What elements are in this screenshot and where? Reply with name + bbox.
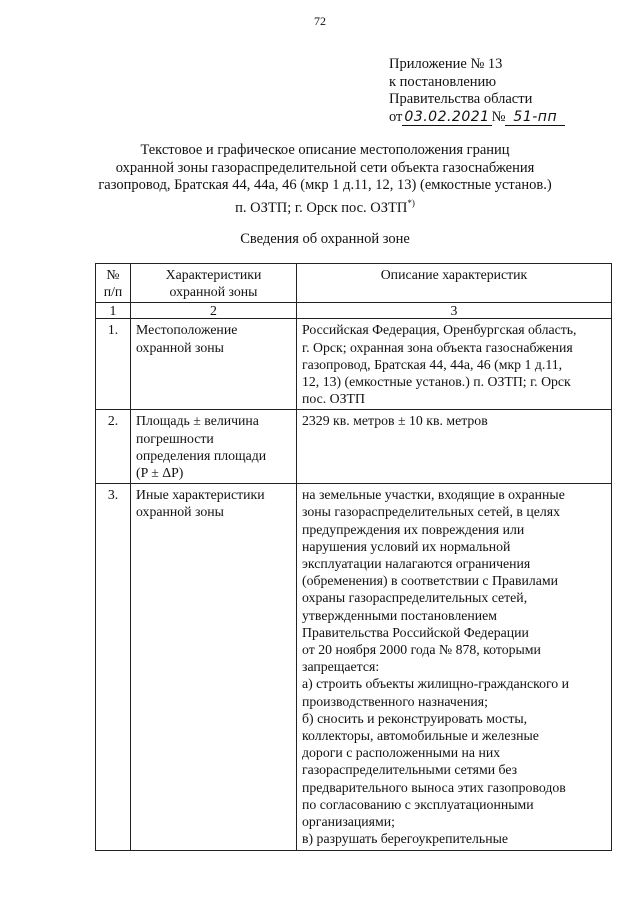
row-characteristic xyxy=(131,319,297,410)
char-line: (P ± ΔP) xyxy=(136,465,184,481)
appendix-date-line xyxy=(389,109,565,127)
title-line-3: газопровод, Братская 44, 44а, 46 (мкр 1 д.11, 12, 13) (емкостные установ.) xyxy=(98,177,552,193)
header-char-line-1: Характеристики xyxy=(165,267,262,282)
desc-line: г. Орск; охранная зона объекта газоснабжения xyxy=(302,339,573,355)
table-row xyxy=(96,410,612,484)
char-line: охранной зоны xyxy=(136,339,224,355)
desc-line: организациями; xyxy=(302,814,395,830)
desc-line: дороги с расположенными на них xyxy=(302,745,501,761)
char-line: охранной зоны xyxy=(136,504,224,520)
desc-line: Правительства Российской Федерации xyxy=(302,624,529,640)
appendix-block xyxy=(389,56,565,126)
table-row xyxy=(96,484,612,850)
char-line: Площадь ± величина xyxy=(136,413,259,429)
document-title xyxy=(60,142,590,217)
desc-line: запрещается: xyxy=(302,659,380,675)
appendix-line-2: к постановлению xyxy=(389,73,497,90)
appendix-line-3: Правительства области xyxy=(389,91,533,107)
desc-line: охраны газораспределительных сетей, xyxy=(302,590,528,606)
from-prefix: от xyxy=(389,108,403,125)
protection-zone-table xyxy=(95,263,612,851)
title-line-4 xyxy=(60,195,590,217)
index-cell-1: 1 xyxy=(96,303,131,319)
row-number: 2. xyxy=(96,410,131,484)
desc-line: на земельные участки, входящие в охранные xyxy=(302,487,565,503)
row-number: 3. xyxy=(96,484,131,850)
row-description xyxy=(297,410,612,484)
row-description xyxy=(297,484,612,850)
row-description xyxy=(297,319,612,410)
header-char-line-2: охранной зоны xyxy=(169,284,258,300)
char-line: погрешности xyxy=(136,430,214,446)
desc-line: зоны газораспределительных сетей, в целях xyxy=(302,504,560,520)
desc-line: производственного назначения; xyxy=(302,693,488,709)
desc-line: пос. ОЗТП xyxy=(302,391,365,407)
char-line: Иные характеристики xyxy=(136,487,265,503)
number-prefix: № xyxy=(491,108,506,125)
desc-line: газораспределительными сетями без xyxy=(302,762,518,778)
header-characteristics xyxy=(131,264,297,303)
desc-line: Российская Федерация, Оренбургская область, xyxy=(302,322,577,338)
desc-line: по согласованию с эксплуатационными xyxy=(302,796,534,812)
desc-line: нарушения условий их нормальной xyxy=(302,538,511,554)
table-index-row xyxy=(96,303,612,319)
desc-line: газопровод, Братская 44, 44а, 46 (мкр 1 д.11, xyxy=(302,356,563,372)
desc-line: коллекторы, автомобильные и железные xyxy=(302,728,539,744)
desc-line: утвержденными постановлением xyxy=(302,607,497,623)
desc-line: предупреждения их повреждения или xyxy=(302,521,525,537)
handwritten-number: 51-пп xyxy=(505,109,565,126)
char-line: Местоположение xyxy=(136,322,238,338)
row-characteristic xyxy=(131,410,297,484)
desc-line: (обременения) в соответствии с Правилами xyxy=(302,573,559,589)
table-row xyxy=(96,319,612,410)
desc-line: предварительного выноса этих газопроводов xyxy=(302,779,566,795)
title-line-2: охранной зоны газораспределительной сети объекта газоснабжения xyxy=(115,159,535,176)
title-line-1: Текстовое и графическое описание местоположения границ xyxy=(140,142,510,158)
handwritten-date: 03.02.2021 xyxy=(404,108,490,125)
table-header-row xyxy=(96,264,612,303)
title-line-4-text: п. ОЗТП; г. Орск пос. ОЗТП xyxy=(235,199,408,216)
row-number: 1. xyxy=(96,319,131,410)
desc-line: в) разрушать берегоукрепительные xyxy=(302,831,508,847)
desc-line: от 20 ноября 2000 года № 878, которыми xyxy=(302,642,541,658)
row-characteristic xyxy=(131,484,297,850)
header-num-line-2: п/п xyxy=(103,284,123,300)
header-num xyxy=(96,264,131,303)
desc-line: б) сносить и реконструировать мосты, xyxy=(302,710,528,726)
desc-line: 12, 13) (емкостные установ.) п. ОЗТП; г. Орск xyxy=(302,374,571,390)
char-line: определения площади xyxy=(136,447,267,463)
desc-line: а) строить объекты жилищно-гражданского и xyxy=(302,676,570,692)
desc-line: эксплуатации налагаются ограничения xyxy=(302,556,531,572)
footnote-mark: *) xyxy=(407,197,415,208)
desc-line: 2329 кв. метров ± 10 кв. метров xyxy=(302,413,488,429)
index-cell-2: 2 xyxy=(131,303,297,319)
section-subtitle: Сведения об охранной зоне xyxy=(240,231,410,247)
index-cell-3: 3 xyxy=(297,303,612,319)
header-num-line-1: № xyxy=(106,267,120,282)
header-description: Описание характеристик xyxy=(297,264,612,303)
appendix-line-1: Приложение № 13 xyxy=(389,56,503,72)
page-number: 72 xyxy=(314,14,326,28)
